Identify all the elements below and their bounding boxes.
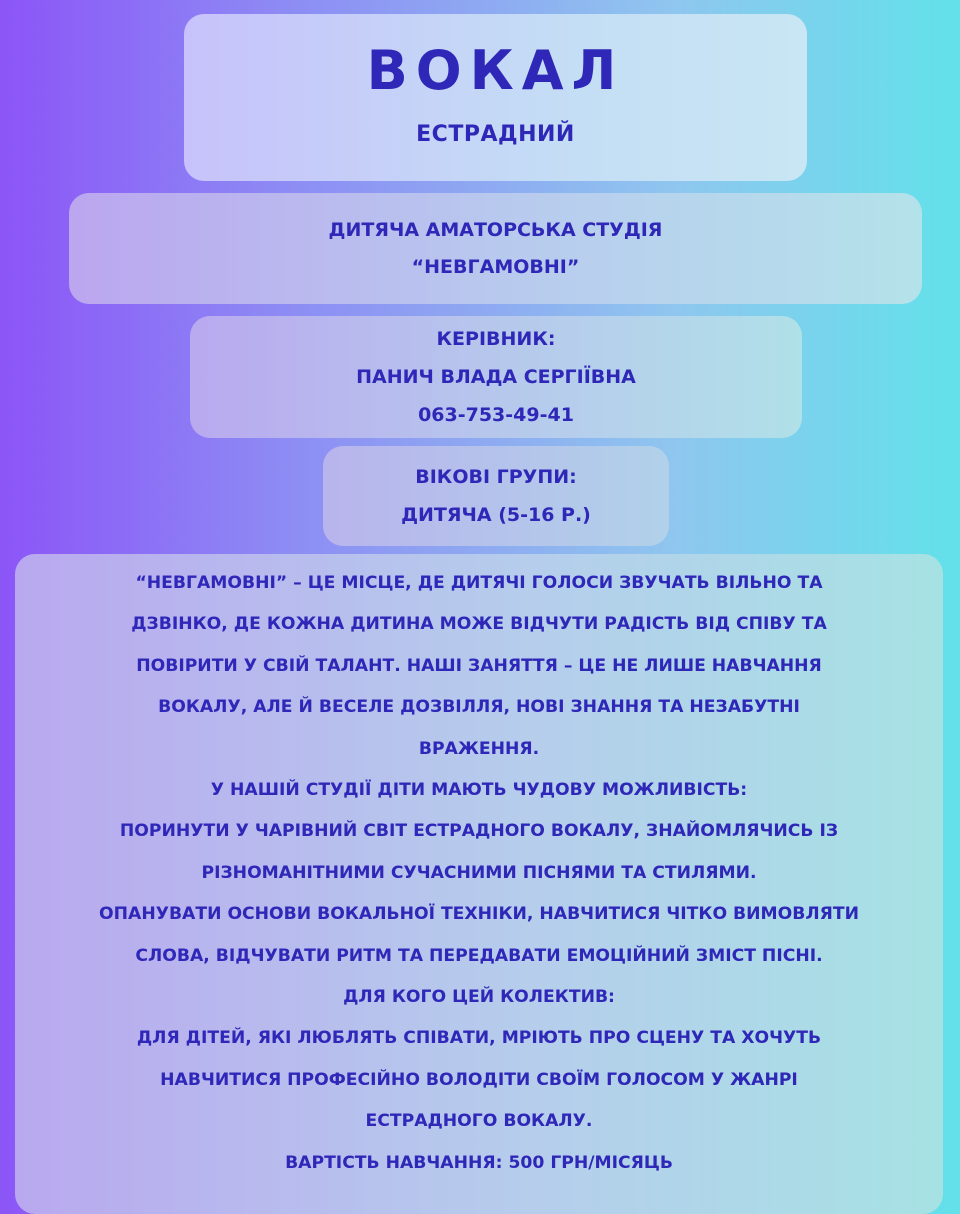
description-line: “НЕВГАМОВНІ” – ЦЕ МІСЦЕ, ДЕ ДИТЯЧІ ГОЛОСИ ЗВУЧАТЬ ВІЛЬНО ТА — [135, 573, 823, 593]
leader-phone: 063-753-49-41 — [418, 404, 574, 426]
description-line: ВОКАЛУ, АЛЕ Й ВЕСЕЛЕ ДОЗВІЛЛЯ, НОВІ ЗНАННЯ ТА НЕЗАБУТНІ — [158, 697, 800, 718]
description-line: ПОРИНУТИ У ЧАРІВНИЙ СВІТ ЕСТРАДНОГО ВОКАЛУ, ЗНАЙОМЛЯЧИСЬ ІЗ — [119, 821, 839, 842]
description-line: ВРАЖЕННЯ. — [418, 738, 540, 759]
age-groups-label: ВІКОВІ ГРУПИ: — [415, 466, 577, 488]
age-groups-value: ДИТЯЧА (5-16 Р.) — [401, 504, 591, 526]
description-line: РІЗНОМАНІТНИМИ СУЧАСНИМИ ПІСНЯМИ ТА СТИЛЯМИ. — [201, 862, 757, 883]
description-line: СЛОВА, ВІДЧУВАТИ РИТМ ТА ПЕРЕДАВАТИ ЕМОЦІЙНИЙ ЗМІСТ ПІСНІ. — [135, 945, 823, 966]
leader-card — [190, 316, 802, 438]
description-line: ДЛЯ ДІТЕЙ, ЯКІ ЛЮБЛЯТЬ СПІВАТИ, МРІЮТЬ ПРО СЦЕНУ ТА ХОЧУТЬ — [136, 1028, 822, 1049]
price-line: ВАРТІСТЬ НАВЧАННЯ: 500 ГРН/МІСЯЦЬ — [285, 1152, 673, 1173]
studio-name: “НЕВГАМОВНІ” — [411, 255, 580, 278]
studio-type: ДИТЯЧА АМАТОРСЬКА СТУДІЯ — [328, 218, 663, 241]
description-line: НАВЧИТИСЯ ПРОФЕСІЙНО ВОЛОДІТИ СВОЇМ ГОЛОСОМ У ЖАНРІ — [160, 1069, 798, 1090]
age-groups-card — [323, 446, 669, 546]
description-line: ОПАНУВАТИ ОСНОВИ ВОКАЛЬНОЇ ТЕХНІКИ, НАВЧИТИСЯ ЧІТКО ВИМОВЛЯТИ — [99, 904, 859, 925]
description-line: ПОВІРИТИ У СВІЙ ТАЛАНТ. НАШІ ЗАНЯТТЯ – ЦЕ НЕ ЛИШЕ НАВЧАННЯ — [136, 655, 822, 676]
description-line: ДЗВІНКО, ДЕ КОЖНА ДИТИНА МОЖЕ ВІДЧУТИ РАДІСТЬ ВІД СПІВУ ТА — [131, 614, 827, 635]
studio-card — [69, 193, 922, 304]
leader-name: ПАНИЧ ВЛАДА СЕРГІЇВНА — [356, 366, 636, 388]
description-card — [15, 554, 943, 1214]
page-subtitle: ЕСТРАДНИЙ — [416, 122, 575, 147]
description-line: ДЛЯ КОГО ЦЕЙ КОЛЕКТИВ: — [343, 987, 615, 1008]
description-line: У НАШІЙ СТУДІЇ ДІТИ МАЮТЬ ЧУДОВУ МОЖЛИВІСТЬ: — [210, 780, 748, 801]
leader-label: КЕРІВНИК: — [436, 328, 556, 350]
description-line: ЕСТРАДНОГО ВОКАЛУ. — [365, 1111, 593, 1132]
page-title: ВОКАЛ — [366, 39, 625, 102]
title-card — [184, 14, 807, 181]
